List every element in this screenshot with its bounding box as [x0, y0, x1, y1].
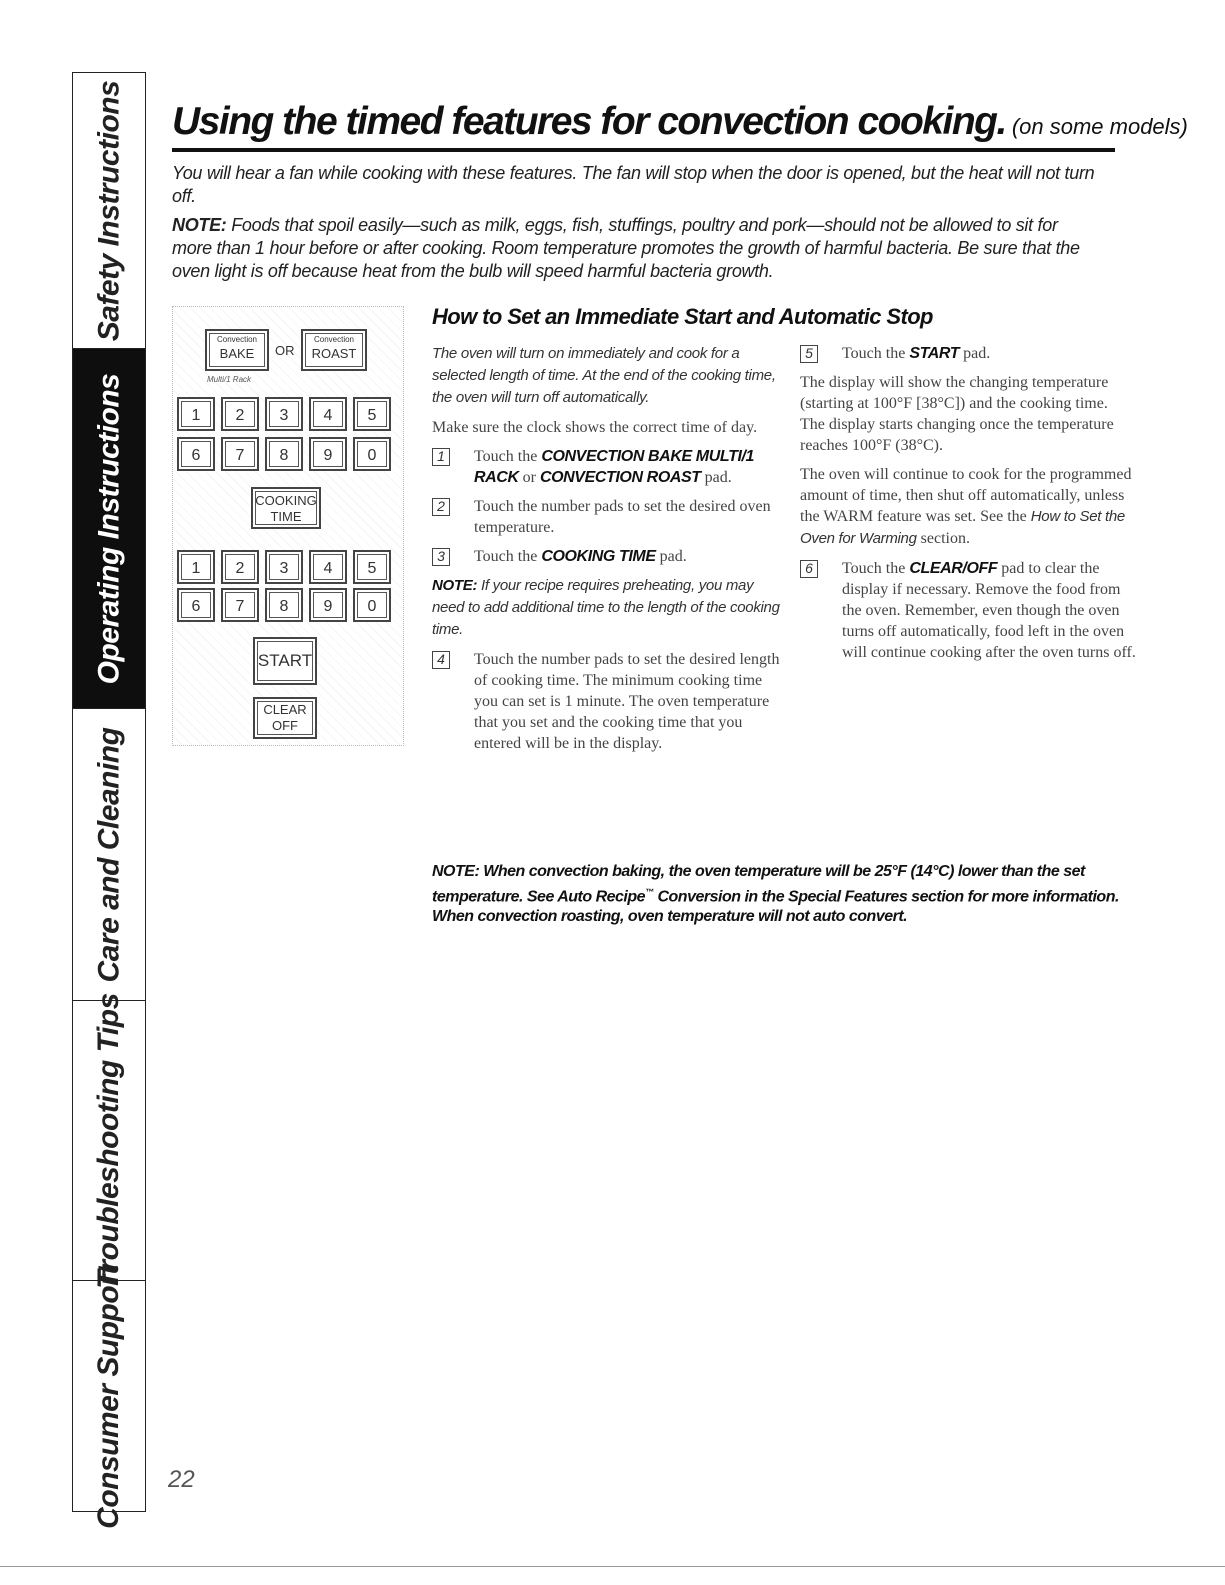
note-label: NOTE:	[172, 215, 227, 235]
footnote-text: NOTE: When convection baking, the oven temperature will be 25°F (14°C) lower than the set temperature. See Auto Recipe	[432, 863, 1085, 906]
key-label: OFF	[272, 718, 298, 733]
step-text: Touch the number pads to set the desired oven temperature.	[474, 498, 771, 536]
note-label: NOTE:	[432, 577, 478, 594]
step-1	[432, 446, 782, 488]
number-key: 1	[177, 397, 215, 431]
step-5	[800, 343, 1136, 364]
number-key: 8	[265, 588, 303, 622]
paragraph-text: The oven will continue to cook for the programmed amount of time, then shut off automatically, unless the WARM feature was set. See the	[800, 466, 1132, 525]
instructions-column-2	[800, 343, 1136, 671]
number-key: 5	[353, 550, 391, 584]
number-key: 0	[353, 437, 391, 471]
keypad-diagram	[172, 306, 404, 746]
number-key: 6	[177, 588, 215, 622]
step-number: 6	[800, 560, 818, 578]
number-key: 2	[221, 397, 259, 431]
number-key: 3	[265, 550, 303, 584]
step-2	[432, 496, 782, 538]
number-key: 4	[309, 550, 347, 584]
step-text: pad to clear the display if necessary. Remove the food from the oven. Remember, even though the oven turns off automatically, food left in the oven will continue cooking after the oven turns off.	[842, 560, 1136, 661]
convection-bake-key	[205, 329, 269, 371]
intro-line: You will hear a fan while cooking with these features. The fan will stop when the door is opened, but the heat will not turn off.	[172, 163, 1095, 206]
display-text: The display will show the changing temperature (starting at 100°F [38°C]) and the cooking time. The display starts changing once the temperature reaches 100°F (38°C).	[800, 374, 1114, 454]
step-text: pad.	[700, 469, 732, 486]
intro	[172, 162, 1102, 289]
tab-safety-instructions[interactable]	[73, 73, 145, 349]
step-6	[800, 558, 1136, 663]
or-label: OR	[275, 343, 295, 358]
step-text: pad.	[655, 548, 687, 565]
number-key: 9	[309, 588, 347, 622]
key-label: BAKE	[219, 346, 255, 361]
step-text: Touch the	[474, 448, 542, 465]
step-4	[432, 649, 782, 754]
number-key: 9	[309, 437, 347, 471]
step-number: 1	[432, 448, 450, 466]
number-key: 6	[177, 437, 215, 471]
convection-footnote	[432, 862, 1152, 927]
tab-operating-instructions[interactable]	[73, 349, 145, 709]
preheat-note	[432, 575, 782, 641]
intro-note	[172, 214, 1102, 283]
page-title	[172, 100, 1188, 152]
number-key: 2	[221, 550, 259, 584]
number-key: 4	[309, 397, 347, 431]
key-label: TIME	[270, 509, 302, 524]
bottom-divider	[0, 1566, 1225, 1567]
section-reference: How to Set the Oven for Warming	[800, 508, 1125, 547]
tab-label: Safety Instructions	[92, 80, 125, 341]
number-row-1	[177, 397, 401, 431]
page-number: 22	[168, 1466, 195, 1493]
number-key: 0	[353, 588, 391, 622]
step-text: pad.	[959, 345, 991, 362]
step-number: 2	[432, 498, 450, 516]
tab-label: Troubleshooting Tips	[92, 992, 125, 1289]
tab-label: Consumer Support	[92, 1265, 126, 1529]
step-text: Touch the	[842, 345, 910, 362]
key-top-label: Convection	[313, 335, 355, 344]
start-key: START	[253, 637, 317, 685]
step-number: 5	[800, 345, 818, 363]
step-text: Touch the	[474, 548, 542, 565]
note-text: Foods that spoil easily—such as milk, eggs, fish, stuffings, poultry and pork—should not be allowed to sit for more than 1 hour before or after cooking. Room temperature promotes the growth of harmful bacteria. Be sure that the oven light is off because heat from the bulb will speed harmful bacteria growth.	[172, 215, 1080, 281]
number-row-2	[177, 437, 401, 471]
keyword: START	[909, 345, 960, 362]
title-sub: (on some models)	[1011, 114, 1188, 139]
step-3	[432, 546, 782, 567]
tab-consumer-support[interactable]	[73, 1265, 145, 1529]
clock-text: Make sure the clock shows the correct time of day.	[432, 419, 758, 436]
continue-text	[800, 464, 1136, 550]
tab-label: Care and Cleaning	[92, 727, 125, 982]
multi-rack-label: Multi/1 Rack	[207, 375, 252, 384]
number-key: 7	[221, 588, 259, 622]
step-text: Touch the	[842, 560, 910, 577]
trademark-symbol: ™	[645, 887, 654, 897]
number-key: 1	[177, 550, 215, 584]
number-key: 3	[265, 397, 303, 431]
key-top-label: Convection	[216, 335, 258, 344]
key-label: ROAST	[311, 346, 357, 361]
side-nav	[72, 72, 146, 1529]
step-text: Touch the number pads to set the desired length of cooking time. The minimum cooking time you can set is 1 minute. The oven temperature that you set and the cooking time that you entered will be in the display.	[474, 651, 780, 752]
section-heading: How to Set an Immediate Start and Automatic Stop	[432, 304, 933, 329]
step-text: or	[518, 469, 540, 486]
key-label: COOKING	[255, 493, 317, 508]
number-key: 7	[221, 437, 259, 471]
number-row-4	[177, 588, 401, 622]
number-key: 8	[265, 437, 303, 471]
key-label: CLEAR	[263, 702, 307, 717]
keyword: COOKING TIME	[541, 548, 656, 565]
keyword: CLEAR/OFF	[909, 560, 998, 577]
number-key: 5	[353, 397, 391, 431]
keyword: CONVECTION BAKE MULTI/1 RACK	[474, 448, 755, 486]
step-number: 3	[432, 548, 450, 566]
tab-care-and-cleaning[interactable]	[73, 709, 145, 1001]
step-number: 4	[432, 651, 450, 669]
footnote-text: Conversion in the Special Features section for more information. When convection roasting, oven temperature will not auto convert.	[432, 888, 1119, 926]
tab-label: Operating Instructions	[92, 373, 126, 684]
clear-off-key	[253, 697, 317, 739]
lead-text: The oven will turn on immediately and cook for a selected length of time. At the end of the cooking time, the oven will turn off automatically.	[432, 345, 776, 406]
paragraph-text: section.	[916, 530, 970, 547]
number-row-3	[177, 550, 401, 584]
title-main: Using the timed features for convection cooking.	[172, 100, 1006, 143]
convection-roast-key	[301, 329, 367, 371]
tab-troubleshooting-tips[interactable]	[73, 992, 145, 1289]
instructions-column-1	[432, 343, 782, 762]
cooking-time-key	[251, 487, 321, 529]
note-text: If your recipe requires preheating, you may need to add additional time to the length of the cooking time.	[432, 577, 780, 638]
keyword: CONVECTION ROAST	[539, 469, 701, 486]
